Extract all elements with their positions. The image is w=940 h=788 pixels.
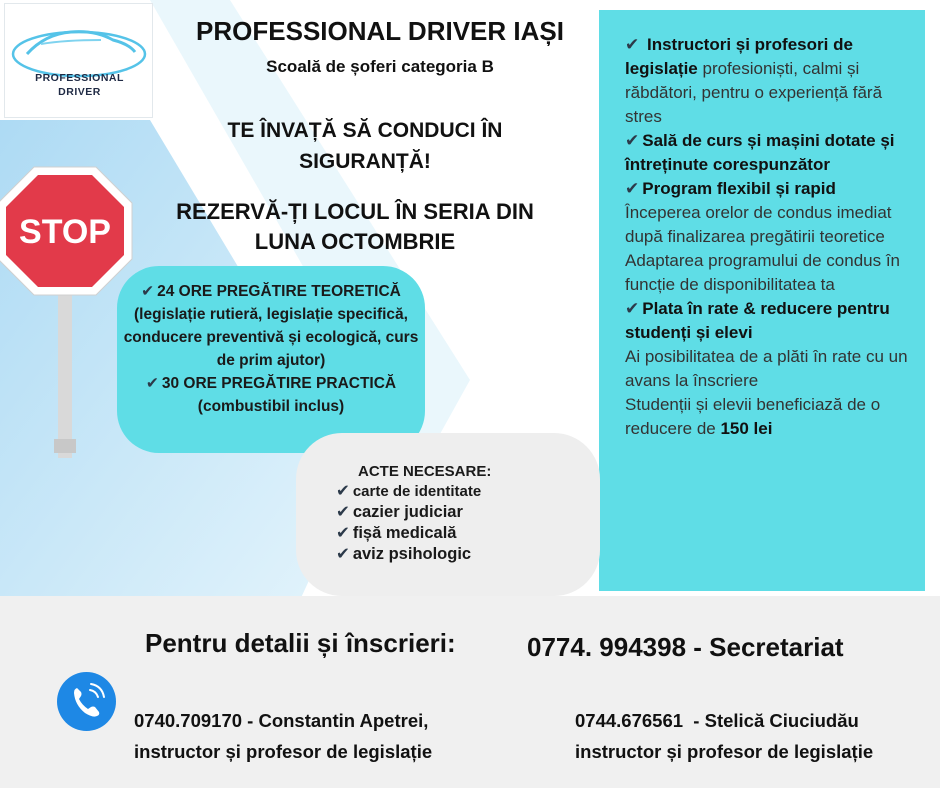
document-item: ✔ fișă medicală [336,524,457,542]
required-documents-title: ACTE NECESARE: [358,463,492,480]
benefit-instructors: ✔ Instructori și profesori de legislație profesioniști, calmi și răbdători, pentru o experiență fără stres [625,35,883,126]
stop-sign-text: STOP [19,213,111,251]
theory-hours [123,280,419,372]
tagline-line2: SIGURANȚĂ! [299,150,431,173]
check-icon: ✔ [625,299,640,318]
training-hours-box [117,266,425,453]
car-logo-icon [5,10,154,80]
secretariat-phone[interactable]: 0774. 994398 - Secretariat [527,632,844,662]
required-documents-box [296,433,600,596]
reserve-headline [120,197,590,257]
check-icon: ✔ [625,179,640,198]
contact-constantin[interactable]: 0740.709170 - Constantin Apetrei, instructor și profesor de legislație [134,710,433,762]
check-icon: ✔ [145,375,159,392]
benefit-classroom: ✔ Sală de curs și mașini dotate și întreținute corespunzător [625,131,895,174]
practice-hours-text: 30 ORE PREGĂTIRE PRACTICĂ (combustibil inclus) [161,375,397,415]
check-icon: ✔ [336,482,350,500]
page-title: PROFESSIONAL DRIVER IAȘI [196,16,564,46]
reserve-line2: LUNA OCTOMBRIE [254,229,456,254]
reserve-line1: REZERVĂ-ȚI LOCUL ÎN SERIA DIN [176,199,534,224]
practice-hours [123,372,419,418]
check-icon: ✔ [625,131,640,150]
check-icon: ✔ [336,503,350,521]
document-item: ✔ carte de identitate [336,482,482,500]
theory-hours-text: 24 ORE PREGĂTIRE TEORETICĂ (legislație rutieră, legislație specifică, conducere preventivă și ecologică, curs de prim ajutor) [123,283,419,369]
tagline [170,115,560,177]
logo-text-line2: DRIVER [58,86,101,98]
page-subtitle: Scoală de șoferi categoria B [266,57,494,76]
logo-text-line1: PROFESSIONAL [35,72,124,84]
tagline-line1: TE ÎNVAȚĂ SĂ CONDUCI ÎN [227,119,503,142]
benefit-payment: ✔ Plata în rate & reducere pentru studenți și elevi Ai posibilitatea de a plăti în rate cu un avans la înscriere Studenții și elevii beneficiază de o reducere de 150 lei [625,299,908,438]
phone-icon [57,672,116,731]
document-item: ✔ cazier judiciar [336,503,463,521]
document-item: ✔ aviz psihologic [336,545,472,563]
benefit-schedule: ✔ Program flexibil și rapid Începerea orelor de condus imediat după finalizarea pregătirii teoretice Adaptarea programului de condus în funcție de disponibilitatea ta [625,179,901,294]
check-icon: ✔ [625,35,640,54]
check-icon: ✔ [336,545,350,563]
check-icon: ✔ [141,283,155,300]
contact-stelica[interactable]: 0744.676561 - Stelică Ciuciudău instructor și profesor de legislație [575,710,874,762]
check-icon: ✔ [336,524,350,542]
logo [4,3,153,118]
details-heading: Pentru detalii și înscrieri: [145,628,456,658]
benefits-panel [599,10,925,591]
